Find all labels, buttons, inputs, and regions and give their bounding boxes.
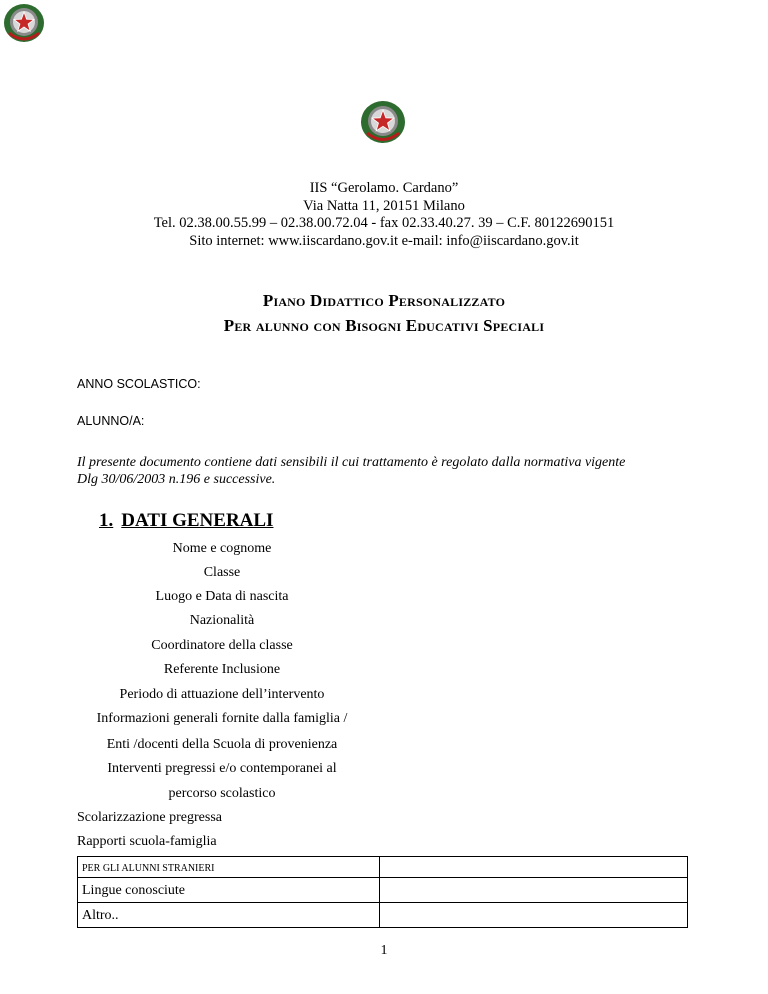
field-label: Nazionalità xyxy=(189,613,255,628)
field-label: Informazioni generali fornite dalla famiglia / xyxy=(96,711,348,726)
field-label: Coordinatore della classe xyxy=(151,638,293,653)
field-label: Rapporti scuola-famiglia xyxy=(77,834,217,849)
school-contacts: Tel. 02.38.00.55.99 – 02.38.00.72.04 - fax 02.33.40.27. 39 – C.F. 80122690151 xyxy=(153,215,615,231)
field-label: Enti /docenti della Scuola di provenienza xyxy=(106,737,338,752)
school-header xyxy=(0,180,768,250)
field-label: Referente Inclusione xyxy=(163,662,281,677)
table-row xyxy=(78,878,688,903)
republic-emblem-icon xyxy=(358,98,408,146)
table-label-cell xyxy=(78,903,380,928)
foreign-students-table xyxy=(77,856,688,928)
privacy-line-2: Dlg 30/06/2003 n.196 e successive. xyxy=(77,472,276,487)
title-line-1: Piano Didattico Personalizzato xyxy=(262,291,506,310)
title-line-2: Per alunno con Bisogni Educativi Speciali xyxy=(223,316,545,335)
anno-scolastico-label: ANNO SCOLASTICO: xyxy=(77,377,201,391)
privacy-line-1: Il presente documento contiene dati sensibili il cui trattamento è regolato dalla normativa vigente xyxy=(77,455,626,470)
field-label: Classe xyxy=(203,565,241,580)
input-cell[interactable] xyxy=(380,903,688,928)
page-number: 1 xyxy=(380,943,388,958)
input-cell[interactable] xyxy=(380,878,688,903)
school-name: IIS “Gerolamo. Cardano” xyxy=(309,180,459,196)
table-header-cell xyxy=(78,857,380,878)
lingue-conosciute-label: Lingue conosciute xyxy=(82,883,186,898)
field-label: Periodo di attuazione dell’intervento xyxy=(119,687,325,702)
table-row xyxy=(78,903,688,928)
field-label: Luogo e Data di nascita xyxy=(155,589,289,604)
school-address: Via Natta 11, 20151 Milano xyxy=(303,197,465,214)
table-row xyxy=(78,857,688,878)
section-title: DATI GENERALI xyxy=(121,510,274,531)
section-heading-dati-generali xyxy=(99,510,273,532)
field-label: Interventi pregressi e/o contemporanei al xyxy=(107,761,337,776)
alunno-label: ALUNNO/A: xyxy=(77,414,145,428)
input-cell[interactable] xyxy=(380,857,688,878)
field-label: Scolarizzazione pregressa xyxy=(77,810,222,825)
document-title xyxy=(0,288,768,338)
privacy-notice xyxy=(77,454,625,488)
section-number: 1. xyxy=(99,510,114,531)
altro-label: Altro.. xyxy=(82,908,119,923)
field-label: Nome e cognome xyxy=(172,541,272,556)
school-web: Sito internet: www.iiscardano.gov.it e-mail: info@iiscardano.gov.it xyxy=(189,232,579,249)
field-label: percorso scolastico xyxy=(168,786,276,801)
table-label-cell xyxy=(78,878,380,903)
foreign-students-header: PER GLI ALUNNI STRANIERI xyxy=(82,863,215,874)
republic-emblem-icon xyxy=(1,1,47,45)
